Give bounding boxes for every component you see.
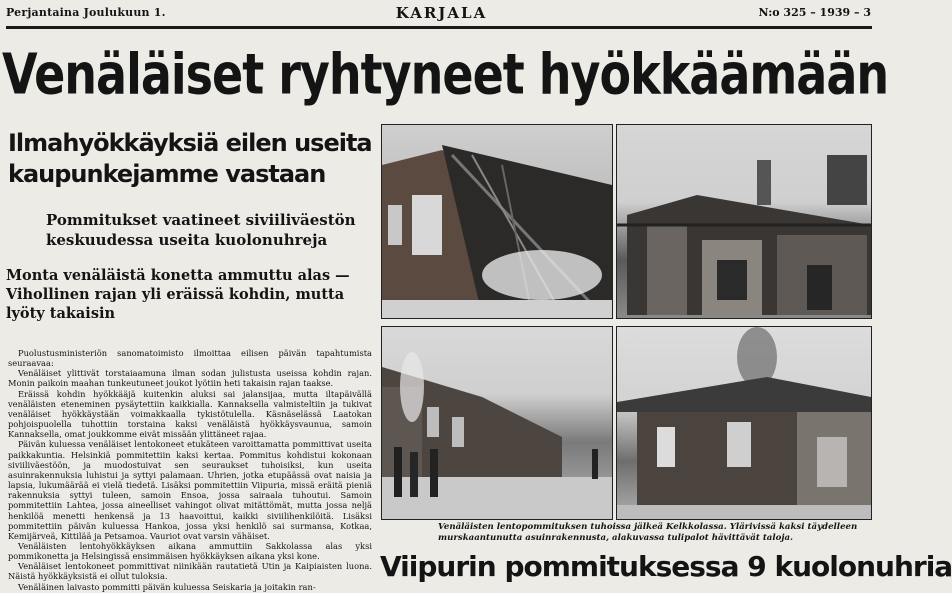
photo-caption: Venäläisten lentopommituksen tuhoissa jälkeä Kelkkolassa. Ylärivissä kaksi täydelleen murskaantunutta asuinrakennusta, alakuvassa tulipalot hävittävät taloja. <box>438 522 858 543</box>
subheadline: Ilmahyökkäyksiä eilen useita kaupunkejamme vastaan <box>8 129 372 188</box>
street-fire-photo <box>381 326 613 520</box>
masthead <box>0 0 883 36</box>
article-paragraph: Venäläinen laivasto pommitti päivän kuluessa Seiskaria ja joitakin ran- <box>18 581 316 592</box>
article-paragraph: Eräissä kohdin hyökkääjä kuitenkin aluksi sai jalansijaa, mutta iltapäivällä venäläisten eteneminen pysäytettiin kaikkialla. Kannaksella valmisteltiin ja tukivat venäläiset hyökkäystään voimakkaalla tykistötulella. Käsnäselässä Laatokan pohjoispuolella tuhottiin torstaina kaksi venäläistä hyökkäysvaunua, samoin Kannaksella, omat joukkomme eivät missään ylittäneet rajaa. <box>8 388 372 440</box>
issue-number: N:o 325 – 1939 – 3 <box>758 6 871 19</box>
article-paragraph: Venäläisten lentohyökkäyksen aikana ammuttiin Sakkolassa alas yksi pommikonetta ja Helsingissä ensimmäisen hyökkäyksen aikana yksi kone. <box>8 540 372 562</box>
burned-house-photo <box>616 124 872 319</box>
article-body <box>8 348 372 592</box>
issue-date: Perjantaina Joulukuun 1. <box>6 6 166 19</box>
article-paragraph: Puolustusministeriön sanomatoimisto ilmoittaa eilisen päivän tapahtumista seuraavaa: <box>8 348 372 369</box>
collapsed-house-photo <box>381 124 613 319</box>
article-paragraph: Venäläiset lentokoneet pommittivat niinikään rautatietä Utin ja Kaipiaisten luona. Näistä hyökkäyksistä ei ollut tuloksia. <box>8 561 372 582</box>
deck-civilian-casualties: Pommitukset vaatineet siviiliväestön keskuudessa useita kuolonuhreja <box>46 211 356 249</box>
masthead-rule <box>6 26 872 29</box>
deck-planes-shot-down: Monta venäläistä konetta ammuttu alas — Vihollinen rajan yli eräissä kohdin, mutta lyöty takaisin <box>6 267 350 322</box>
secondary-headline: Viipurin pommituksessa 9 kuolonuhria <box>380 550 952 583</box>
burning-house-photo <box>616 326 872 520</box>
main-headline: Venäläiset ryhtyneet hyökkäämään <box>2 41 889 108</box>
article-paragraph: Venäläiset ylittivät torstaiaamuna ilman sodan julistusta useissa kohdin rajan. Monin paikoin maahan tunkeutuneet joukot lyötiin heti takaisin rajan taakse. <box>8 368 372 389</box>
newspaper-name: KARJALA <box>395 4 488 22</box>
article-paragraph: Päivän kuluessa venäläiset lentokoneet etukäteen varoittamatta pommittivat useita paikkakuntia. Helsinkiä pommitettiin kaksi kertaa. Pommitus kohdistui kokonaan siviiliväestöön, ja muodostuivat sen seuraukset tuhoisiksi, kun useita asuinrakennuksia luhistui ja syttyi palamaan. Uhrien, jotka etupäässä ovat naisia ja lapsia, lukumäärää ei vielä tiedetä. Lisäksi pommitettiin Viipuria, missä eräitä pieniä rakennuksia syttyi tuleen, samoin Ensoa, jossa sairaala tuhoutui. Samoin pommitettiin Lahtea, jossa aineelliset vahingot olivat mitättömät, mutta jossa neljä henkilöä menetti henkensä ja 13 haavoittui, kaikki siviilihenkilöitä. Lisäksi pommitettiin päivän kuluessa Hankoa, jossa yksi henkilö sai surmansa, Kotkaa, Kemijärveä, Kittilää ja Petsamoa. Vauriot ovat varsin vähäiset. <box>8 439 372 541</box>
